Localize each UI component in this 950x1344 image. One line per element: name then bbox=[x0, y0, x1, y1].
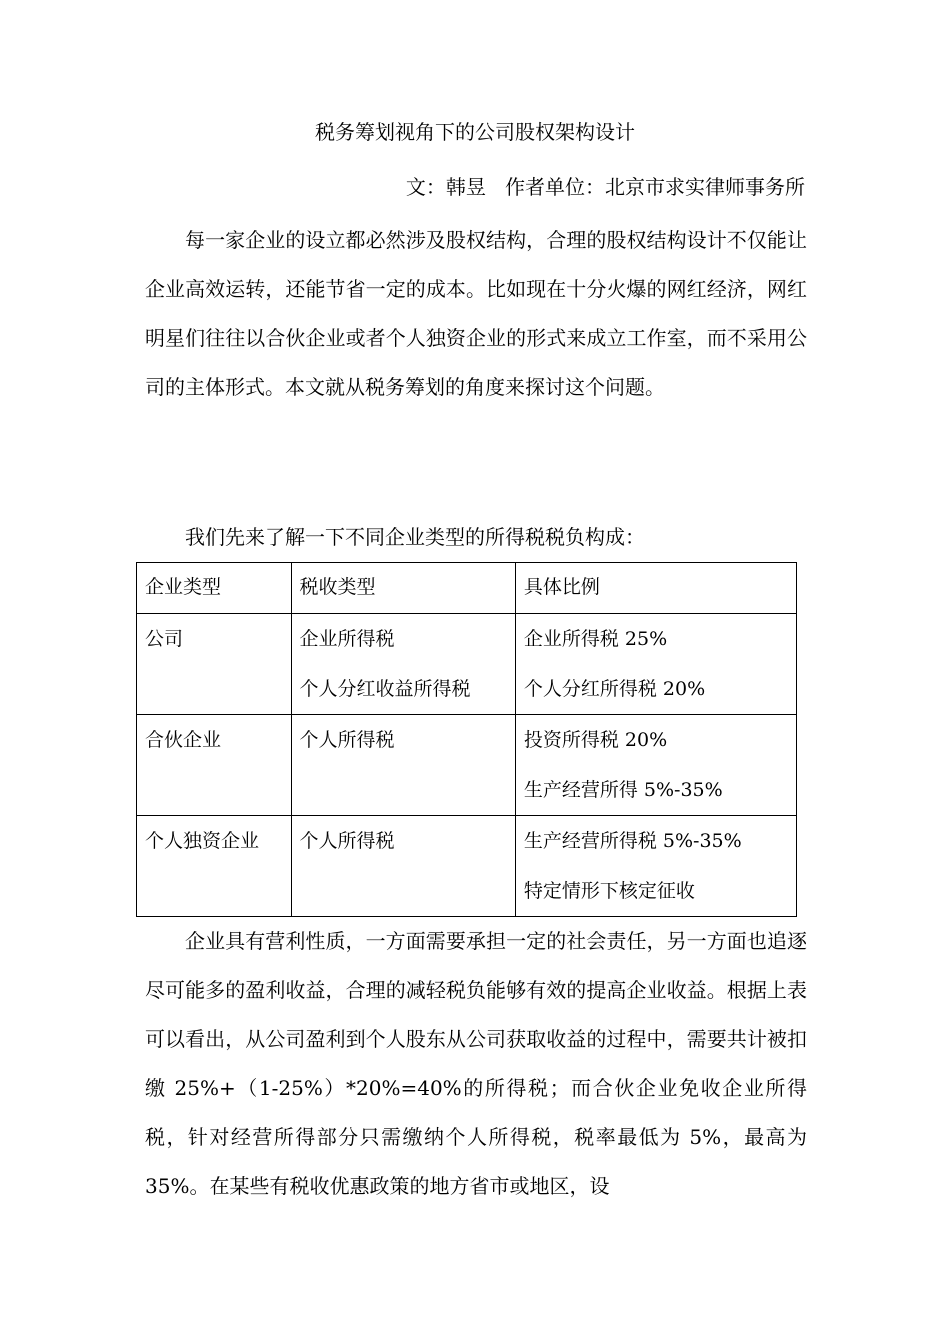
table-header-cell: 具体比例 bbox=[515, 563, 796, 614]
tax-type-cell bbox=[291, 614, 515, 715]
cell-text: 公司 bbox=[145, 628, 184, 650]
author-byline: 文：韩昱 作者单位：北京市求实律师事务所 bbox=[405, 175, 805, 199]
enterprise-type-cell bbox=[137, 816, 292, 917]
cell-text: 个人分红所得税 20% bbox=[523, 678, 706, 700]
cell-text: 生产经营所得税 5%-35% bbox=[523, 830, 742, 852]
cell-text: 投资所得税 20% bbox=[523, 729, 668, 751]
table-header-row bbox=[137, 563, 797, 614]
cell-text: 个人独资企业 bbox=[145, 830, 260, 852]
paragraph-analysis: 企业具有营利性质，一方面需要承担一定的社会责任，另一方面也追逐尽可能多的盈利收益，合理的减轻税负能够有效的提高企业收益。根据上表可以看出，从公司盈利到个人股东从公司获取收益的过程中，需要共计被扣缴 25%+（1-25%）*20%=40%的所得税；而合伙企业免收企业所得税，针对经营所得部分只需缴纳个人所得税，税率最低为 5%，最高为 35%。在某些有税收优惠政策的地方省市或地区，设 bbox=[145, 929, 807, 1198]
cell-text: 个人所得税 bbox=[299, 729, 395, 751]
cell-text: 企业所得税 25% bbox=[523, 628, 668, 650]
cell-text: 个人所得税 bbox=[299, 830, 395, 852]
ratio-cell bbox=[515, 614, 796, 715]
enterprise-type-cell bbox=[137, 715, 292, 816]
cell-text: 特定情形下核定征收 bbox=[523, 880, 695, 902]
tax-structure-table bbox=[136, 562, 797, 917]
ratio-cell bbox=[515, 816, 796, 917]
table-header-cell: 企业类型 bbox=[137, 563, 292, 614]
tax-type-cell bbox=[291, 715, 515, 816]
cell-text: 合伙企业 bbox=[145, 729, 222, 751]
cell-text: 生产经营所得 5%-35% bbox=[523, 779, 723, 801]
paragraph-intro: 每一家企业的设立都必然涉及股权结构，合理的股权结构设计不仅能让企业高效运转，还能节省一定的成本。比如现在十分火爆的网红经济，网红明星们往往以合伙企业或者个人独资企业的形式来成立工作室，而不采用公司的主体形式。本文就从税务筹划的角度来探讨这个问题。 bbox=[145, 228, 807, 399]
table-row bbox=[137, 614, 797, 715]
cell-text: 企业所得税 bbox=[299, 628, 395, 650]
ratio-cell bbox=[515, 715, 796, 816]
table-row bbox=[137, 715, 797, 816]
document-title: 税务筹划视角下的公司股权架构设计 bbox=[315, 120, 635, 144]
table-intro-text: 我们先来了解一下不同企业类型的所得税税负构成： bbox=[185, 525, 645, 549]
table-row bbox=[137, 816, 797, 917]
enterprise-type-cell bbox=[137, 614, 292, 715]
cell-text: 个人分红收益所得税 bbox=[299, 678, 471, 700]
table-header-cell: 税收类型 bbox=[291, 563, 515, 614]
tax-type-cell bbox=[291, 816, 515, 917]
